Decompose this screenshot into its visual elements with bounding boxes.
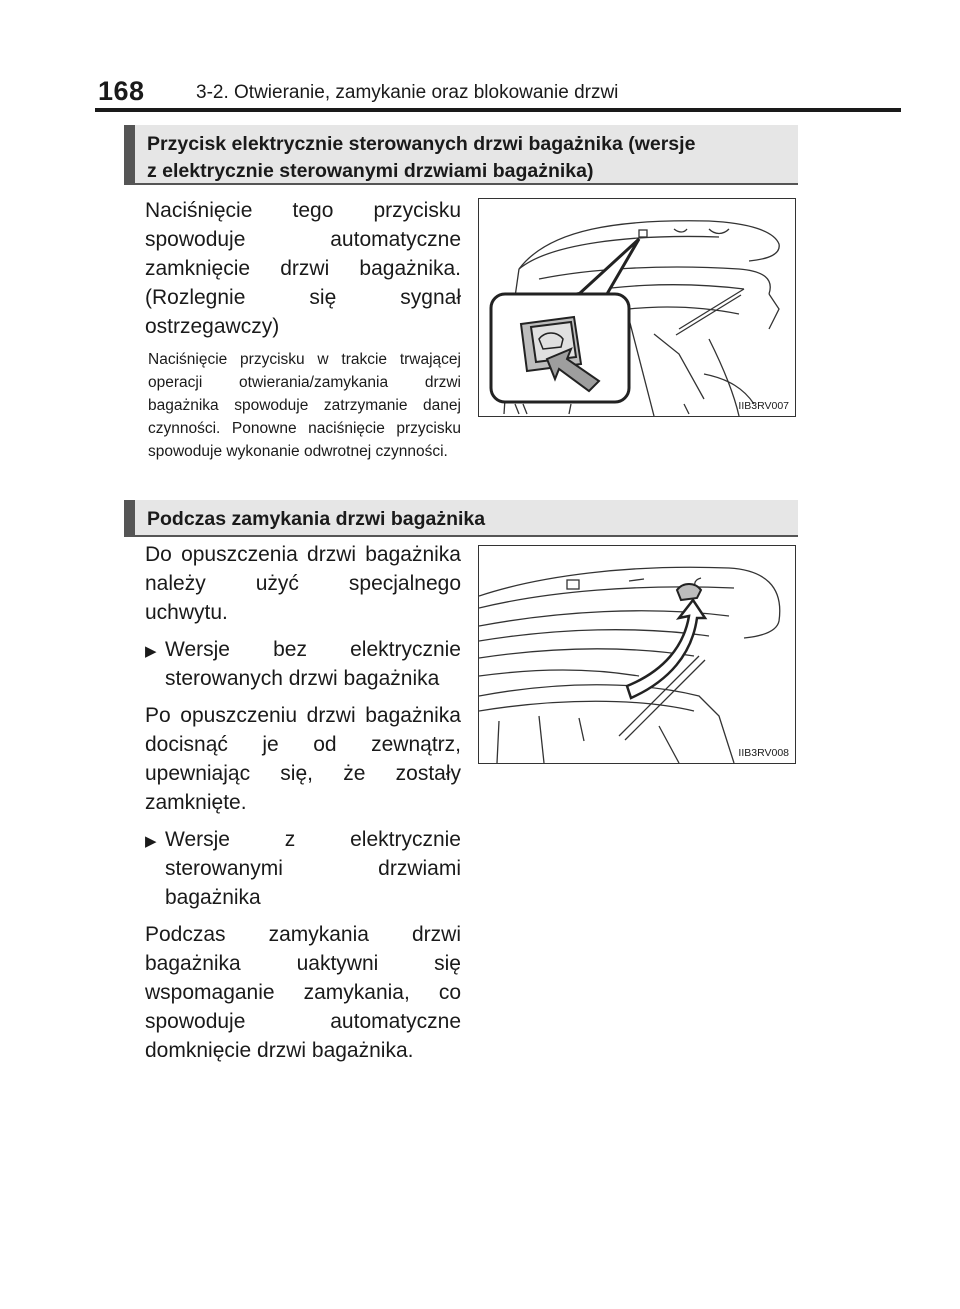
figure-code: IIB3RV007 — [738, 400, 789, 412]
page-number: 168 — [98, 76, 145, 106]
curved-arrow-icon — [627, 600, 705, 698]
back-door-handle-illustration — [479, 546, 795, 763]
figure-code: IIB3RV008 — [738, 747, 789, 759]
page-header — [0, 0, 960, 110]
section-heading-text: Podczas zamykania drzwi bagażnika — [147, 508, 486, 530]
section1-text-column — [145, 196, 461, 463]
figure-back-door-switch — [478, 198, 796, 417]
section2-text-column — [145, 540, 461, 1065]
bullet-heading: Wersje bez elektrycznie sterowanych drzwi bagażnika — [165, 638, 461, 690]
bullet-item — [145, 635, 461, 693]
bullet-body: Podczas zamykania drzwi bagażnika uaktywni się wspomaganie zamykania, co spowoduje automatyczne domknięcie drzwi bagażnika. — [145, 923, 461, 1062]
section2-intro: Do opuszczenia drzwi bagażnika należy użyć specjalnego uchwytu. — [145, 543, 461, 624]
triangle-right-icon: ▶ — [145, 833, 157, 850]
section-heading-line-2: z elektrycznie sterowanymi drzwiami bagażnika) — [147, 160, 594, 182]
running-header-title: 3-2. Otwieranie, zamykanie oraz blokowanie drzwi — [196, 82, 619, 103]
section1-note: Naciśnięcie przycisku w trakcie trwającej operacji otwierania/zamykania drzwi bagażnika spowoduje zatrzymanie danej czynności. Ponowne naciśnięcie przycisku spowoduje wykonanie odwrotnej czynności. — [148, 351, 461, 460]
grip-handle-icon — [677, 584, 701, 600]
bullet-body: Po opuszczeniu drzwi bagażnika docisnąć je od zewnątrz, upewniając się, że zostały zamknięte. — [145, 704, 461, 814]
section1-body: Naciśnięcie tego przycisku spowoduje automatyczne zamknięcie drzwi bagażnika. (Rozlegnie się sygnał ostrzegawczy) — [145, 199, 461, 338]
back-door-switch-illustration — [479, 199, 795, 416]
bullet-heading: Wersje z elektrycznie sterowanymi drzwiami bagażnika — [165, 828, 461, 909]
section-heading-line-1: Przycisk elektrycznie sterowanych drzwi bagażnika (wersje — [147, 133, 696, 155]
section-heading-power-back-door-switch — [124, 125, 798, 185]
bullet-item — [145, 825, 461, 912]
triangle-right-icon: ▶ — [145, 643, 157, 660]
header-rule — [95, 108, 901, 112]
figure-closing-handle — [478, 545, 796, 764]
section-heading-closing-back-door — [124, 500, 798, 537]
